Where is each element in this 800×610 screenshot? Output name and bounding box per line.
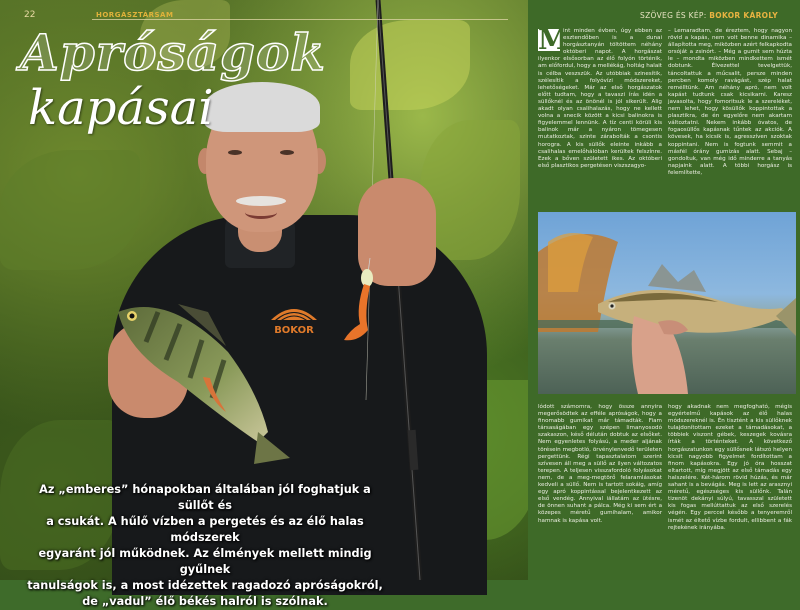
article-paragraph: lódott számomra, hogy össze annyira megerősödtek az efféle apróságok, hogy a finomabb gumikat már támadták. Fiam társaságában egy szépen limanyosodó szakaszon, késő délután dobtuk az elsőket. Nem egyenletes folyású, a meder aljának törésein megbotló, örvénylenvedő területen pergettünk. Régi tapasztalatom szerint szívesen áll meg a süllő az ilyen változatos terepen. A teljesen visszafordoló folyásokat nem, de a meg-megtörő felaramlásokat kedveli a süllő. Nem is tartott sokáig, amíg egy apró koppintással bejelentkezett az első vendég. Annyival iállatám az ütésre, de önnen suhant a pálca. Még ki sem ért a közepes méretű gumihalam, amikor hamnak is kapása volt. — [538, 404, 662, 524]
article-paragraph: – Lemaradtam, de éreztem, hogy nagyon rövid a kapás, nem volt benne dinamika – állapította meg, miközben azért felkapkodta orsóját a zsinórt. – Még a gumit sem húzta le – mondta miközben mindkettem ismét dobtunk. Élvezettel tevelgettük, táncoltattuk a műcsalit, persze minden percben komoly ravágást, szép halat remélltünk. Am néhány apró, nem volt kapást tudtunk csak kicsikarni. Karesz javasolta, hogy fomoritsuk le a szereléket, nem lehet, hogy kösüllők koppintottak a plasztikra, de én egyelőre nem akartam változtatni. Nekem inkább óvatos, de fogaosüllős kapásnak tűntek az akciók. A kövesek, ha kicsik is, agresszíven szoktak koppintani. Nem is fogtunk semmit a másfél órány gumizás alatt. Sebaj – gondoltuk, van még idő minderre a tanyás napjaink alatt. A többi horgász is felemlítette, — [668, 28, 792, 176]
foliage-patch — [0, 150, 140, 270]
article-column-1-bottom — [538, 404, 662, 574]
article-title-line2: kapásai — [28, 80, 214, 136]
caption-line: Az „emberes” hónapokban általában jól foghatjuk a süllőt és — [39, 483, 371, 512]
article-paragraph: int minden évben, úgy ebben az esztendőben is a dunai horgásztanyán töltöttem néhány októberi napot. A horgászat ilyenkor elsősorban az élő folyón történik, am előfordul, hogy a mellékág, holtág halait is célba veszszük. Az utóbbiak szinesítik, szélesítik a folyóvízi módszereket, lehetőségeket. Már az első horgászatok előtt tudtam, hogy a tavaszi írás idén a süllőknél és az önönél is jól sikerült. Alig akadt olyan csalihalazás, hogy ne kellett volna a snecik között a kicsi balinokra is figyelemmel lennünk. A tíz centi körüli kis balinok már a nyáron tömegesen mutatkoztak, szinte zárabolták a csontis horogra. A kis süllők eleinte inkább a csalihalas emelőhálóban kerültek felszínre. Ezek a bőven született ikes. Az októberi első plasztikos pergetésen viszszagyo- — [538, 28, 662, 169]
person-mustache — [236, 196, 286, 206]
article-paragraph: hogy akadnak nem megfogható, mégis egyértelmű kapások az élő halas módszereknél is. Én tisztént a kis süllőknek tulajdonítottam ezeket a támadásokat, a többiek viszont gébek, keszegek kovásra írták a történteket. A következő horgászatunkon egy süllősnek látszó helyen kicsit nagyobb figyelmet fordítottam a finom kapásokra. Egy jó óra hosszat eltartott, míg megjött az első támadás egy halszelére. Két-három rövid húzás, és már sahant is a bevágás. Meg is lett az arasznyi méretű, egészséges kis süllőnk. Talán tizenöt dekányi súlyú, tavasszal született kis fogas mellúttattuk az első szerelés végén. Egy perccel később a tenyeremről ismét az éltető vízbe fordult, ellibbent a fák rejtekének irányába. — [668, 404, 792, 531]
caption-line: a csukát. A hűlő vízben a pergetés és az élő halas módszerek — [46, 515, 364, 544]
article-column-2-bottom — [668, 404, 792, 574]
zander-photo — [538, 212, 796, 394]
caption-line: de „vadul” élő békés halról is szólnak. — [82, 595, 328, 608]
article-title: Apróságok — [20, 23, 326, 82]
logo-text: BOKOR — [274, 325, 314, 336]
dropcap: M — [538, 23, 569, 56]
person-eye — [280, 150, 294, 155]
zander-illustration — [538, 212, 796, 394]
person-hair — [204, 82, 320, 132]
photo-caption — [20, 482, 390, 610]
soft-lure — [340, 258, 380, 348]
person-eye — [228, 150, 242, 155]
byline-label: SZÖVEG ÉS KÉP: — [640, 11, 707, 20]
caption-line: egyaránt jól működnek. Az élmények mellett mindig gyűlnek — [38, 547, 372, 576]
byline — [640, 11, 778, 20]
header-rule — [92, 19, 508, 20]
byline-author: BOKOR KÁROLY — [709, 11, 778, 20]
article-column-2-top — [668, 28, 792, 208]
caption-line: tanulságok is, a most idézettek ragadozó apróságokról, — [27, 579, 383, 592]
perch-fish — [108, 282, 298, 472]
person-smile — [245, 206, 277, 219]
page-number: 22 — [24, 10, 36, 20]
section-tag: HORGÁSZTÁRSAM — [96, 11, 174, 19]
article-column-1-top — [538, 23, 662, 208]
